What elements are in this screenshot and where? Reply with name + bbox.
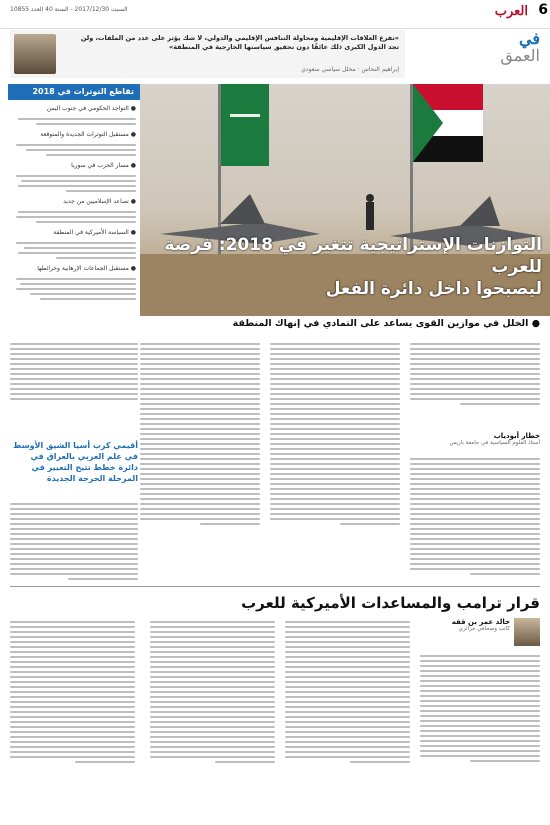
section2-title: قرار ترامب والمساعدات الأميركية للعرب: [241, 594, 540, 612]
article-column-3: [140, 340, 260, 528]
sidebar-box: [0, 84, 140, 564]
section-label: [500, 30, 540, 64]
article2-column-3: [150, 618, 275, 766]
article2-column-1: [420, 652, 540, 765]
article-column-4b: [10, 500, 138, 583]
quote-author-avatar: [14, 34, 56, 74]
article2-column-2: [285, 618, 410, 766]
sidebar-item: ● السياسة الأميركية في المنطقة: [53, 229, 136, 236]
section-label-line1: في: [519, 29, 540, 48]
article-column-2: [270, 340, 400, 528]
quote-box: [10, 30, 405, 78]
author2-name: خالد عمر بن ققه: [451, 618, 510, 626]
quote-author-name: إبراهيم النحاس: [361, 66, 399, 73]
quote-text: «تفرع العلاقات الإقليمية ومحاولة التنافس الإقليمي والدولي، لا شك يؤثر على عدد من الملفات، ولن تجد الدول الكبرى ذلك عائقًا دون تحقيق سياستها الخارجية في المنطقة»: [80, 34, 399, 51]
author-title: أستاذ العلوم السياسية في جامعة باريس: [449, 440, 540, 446]
page-header: [0, 0, 550, 29]
article-column-4: [10, 340, 138, 403]
section-label-line2: العمق: [500, 46, 540, 65]
sidebar-item: ● تصاعد الإسلاميين من جديد: [63, 198, 136, 205]
article-column-1: [410, 340, 540, 408]
author2-title: كاتب وصحافي جزائري: [458, 626, 510, 632]
quote-author: إبراهيم النحاس · محلل سياسي سعودي: [301, 66, 399, 73]
subheadline-text: الخلل في موازين القوى يساعد على التمادي في إنهاك المنطقة: [232, 318, 529, 329]
section-divider: [10, 586, 540, 587]
sidebar-item: ● مستقبل التوترات الجديدة والمتوقعة: [40, 131, 136, 138]
article-column-1b: [410, 455, 540, 578]
masthead-logo: العرب: [494, 4, 528, 19]
main-headline-line2: ليصبحوا داخل دائرة الفعل: [325, 279, 542, 299]
main-headline-line1: التوازنات الإستراتيجية تتغير في 2018: فرصة للعرب: [164, 235, 542, 277]
sidebar-item: ● التواجد الحكومي في جنوب اليمن: [46, 105, 136, 112]
sidebar-item: ● مستقبل الجماعات الإرهابية وخرائطها: [37, 265, 136, 272]
author-byline: [410, 432, 540, 446]
author-name: خطار أبودياب: [493, 432, 540, 440]
sidebar-item: ● مسار الحرب في سوريا: [71, 162, 136, 169]
pull-quote: أقيمي كرب أسيا الشيق الأوسط في علم العربي بالعراق في دائرة خطط تتيح التغيير في المرحلة الحرجة الجديدة: [13, 441, 138, 483]
subheadline: ● الخلل في موازين القوى يساعد على التمادي في إنهاك المنطقة: [232, 318, 540, 329]
author2-avatar: [514, 618, 540, 646]
main-headline: [142, 234, 542, 300]
quote-author-title: محلل سياسي سعودي: [301, 66, 356, 73]
author2-byline: [420, 618, 540, 632]
dateline: السبت 2017/12/30 - السنة 40 العدد 10855: [10, 6, 128, 13]
page-number: 6: [538, 2, 548, 18]
sidebar-title: تقاطع التوترات في 2018: [8, 84, 140, 100]
article2-column-4: [10, 618, 135, 766]
